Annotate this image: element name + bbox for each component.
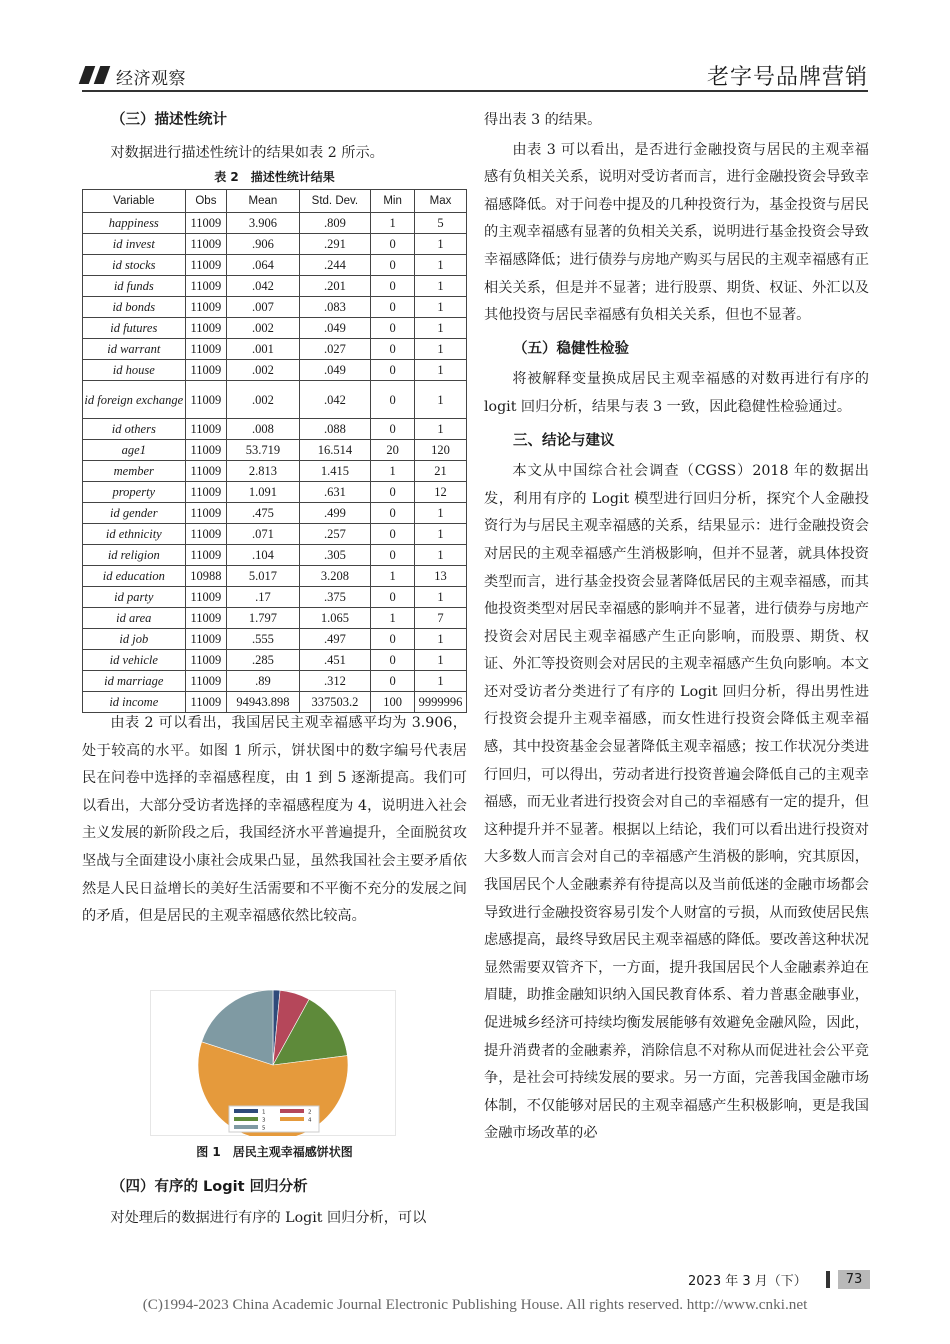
table-value-cell: .049: [299, 318, 371, 339]
table-value-cell: 0: [371, 650, 415, 671]
table-variable-cell: id marriage: [83, 671, 186, 692]
table-value-cell: 100: [371, 692, 415, 713]
table-value-cell: 13: [415, 566, 467, 587]
legend-swatch-3: [234, 1117, 258, 1121]
table-value-cell: 1: [371, 461, 415, 482]
table-row: [83, 440, 467, 461]
table-value-cell: 12: [415, 482, 467, 503]
table-value-cell: 0: [371, 524, 415, 545]
table-value-cell: .027: [299, 339, 371, 360]
table-row: [83, 545, 467, 566]
table-variable-cell: property: [83, 482, 186, 503]
table-value-cell: 11009: [185, 276, 227, 297]
table-value-cell: .285: [227, 650, 299, 671]
table-row: [83, 360, 467, 381]
table-row: [83, 381, 467, 419]
table-value-cell: 1.065: [299, 608, 371, 629]
table-value-cell: 11009: [185, 461, 227, 482]
table-row: [83, 524, 467, 545]
paragraph-table3-analysis: 由表 3 可以看出，是否进行金融投资与居民的主观幸福感有负相关关系，说明对受访者而言，进行金融投资会导致幸福感降低。对于问卷中提及的几种投资行为，基金投资与居民的主观幸福感有显著的负相关关系，说明进行基金投资会导致幸福感降低；进行债券与房地产购买与居民的主观幸福感有正相关关系，但是并不显著；进行股票、期货、权证、外汇以及其他投资与居民幸福感有负相关关系，但也不显著。: [484, 141, 869, 324]
legend-label-2: 2: [308, 1109, 312, 1116]
paragraph-conclusion: 本文从中国综合社会调查（CGSS）2018 年的数据出发，利用有序的 Logit 模型进行回归分析，探究个人金融投资行为与居民主观幸福感的关系，结果显示：进行金融投资会对居民的主观幸福感产生消极影响，但并不显著，就具体投资类型而言，进行基金投资会显著降低居民的主观幸福感，而其他投资类型对居民幸福感的影响并不显著，进行债券与房地产投资会对居民主观幸福感产生正向影响，而股票、期货、权证、外汇等投资则会对居民的主观幸福感产生负向影响。本文还对受访者分类进行了有序的 Logit 回归分析，得出男性进行投资会提升主观幸福感，而女性进行投资会降低主观幸福感，其中投资基金会显著降低主观幸福感；按工作状况分类进行回归，可以得出，劳动者进行投资普遍会降低自己的主观幸福感，而无业者进行投资会对自己的幸福感有一定的提升，但这种提升并不显著。根据以上结论，我们可以看出进行投资对大多数人而言会对自己的幸福感产生消极的影响，究其原因，我国居民个人金融素养有待提高以及当前低迷的金融市场都会导致进行金融投资容易引发个人财富的亏损，从而致使居民焦虑感提高，最终导致居民主观幸福感的降低。要改善这种状况显然需要双管齐下，一方面，提升我国居民个人金融素养迫在眉睫，助推金融知识纳入国民教育体系、着力普惠金融事业，促进城乡经济可持续均衡发展能够有效避免金融风险，因此，提升消费者的金融素养，消除信息不对称从而促进社会公平竞争，是社会可持续发展的要求。另一方面，完善我国金融市场体制，不仅能够对居民的主观幸福感产生积极影响，更是我国金融市场改革的必: [484, 463, 869, 1142]
table-value-cell: 10988: [185, 566, 227, 587]
table-value-cell: 1: [415, 503, 467, 524]
table-variable-cell: member: [83, 461, 186, 482]
table-value-cell: .007: [227, 297, 299, 318]
table-row: [83, 419, 467, 440]
legend-swatch-4: [280, 1117, 304, 1121]
table-value-cell: 7: [415, 608, 467, 629]
header-logo-mark: [79, 66, 96, 84]
table-value-cell: 1: [415, 234, 467, 255]
table-value-cell: .042: [227, 276, 299, 297]
table-value-cell: 1: [415, 297, 467, 318]
table-value-cell: .475: [227, 503, 299, 524]
table-value-cell: .312: [299, 671, 371, 692]
table-row: [83, 482, 467, 503]
table-value-cell: 1: [415, 276, 467, 297]
descriptive-stats-table: [82, 189, 467, 713]
table-value-cell: 11009: [185, 545, 227, 566]
table-value-cell: .499: [299, 503, 371, 524]
table-value-cell: 0: [371, 671, 415, 692]
table-header-cell: Mean: [227, 190, 299, 213]
table-header-cell: Min: [371, 190, 415, 213]
table-value-cell: 0: [371, 482, 415, 503]
table-value-cell: .001: [227, 339, 299, 360]
table-value-cell: 337503.2: [299, 692, 371, 713]
table-value-cell: 9999996: [415, 692, 467, 713]
table-row: [83, 276, 467, 297]
legend-swatch-1: [234, 1109, 258, 1113]
table-header-cell: Obs: [185, 190, 227, 213]
section-heading-4: （四）有序的 Logit 回归分析: [111, 1179, 308, 1195]
table-header-cell: Max: [415, 190, 467, 213]
table-value-cell: 1.797: [227, 608, 299, 629]
table-value-cell: 11009: [185, 381, 227, 419]
table-variable-cell: id bonds: [83, 297, 186, 318]
table-value-cell: 1: [415, 255, 467, 276]
issue-date: 2023 年 3 月（下）: [688, 1274, 807, 1289]
table-value-cell: .002: [227, 360, 299, 381]
table-value-cell: 11009: [185, 360, 227, 381]
table-row: [83, 234, 467, 255]
table-value-cell: 11009: [185, 213, 227, 234]
header-logo-mark-2: [94, 66, 111, 84]
table-variable-cell: id area: [83, 608, 186, 629]
table-header-cell: Variable: [83, 190, 186, 213]
table-value-cell: .088: [299, 419, 371, 440]
table-variable-cell: id vehicle: [83, 650, 186, 671]
table-value-cell: 11009: [185, 339, 227, 360]
right-column: [484, 107, 869, 1148]
legend-swatch-2: [280, 1109, 304, 1113]
table-value-cell: 3.906: [227, 213, 299, 234]
table-value-cell: 1: [415, 381, 467, 419]
table-value-cell: .049: [299, 360, 371, 381]
table-value-cell: 0: [371, 339, 415, 360]
table-value-cell: 11009: [185, 524, 227, 545]
paragraph-continued: 得出表 3 的结果。: [484, 112, 602, 128]
table-value-cell: 11009: [185, 234, 227, 255]
table-value-cell: 5.017: [227, 566, 299, 587]
left-column-mid: [82, 710, 467, 931]
table-row: [83, 671, 467, 692]
table-value-cell: 1.415: [299, 461, 371, 482]
footer-divider: [826, 1271, 830, 1288]
table-value-cell: 0: [371, 255, 415, 276]
table-variable-cell: id job: [83, 629, 186, 650]
table-value-cell: 1: [415, 650, 467, 671]
table-header-cell: Std. Dev.: [299, 190, 371, 213]
table-value-cell: 11009: [185, 650, 227, 671]
table-value-cell: 0: [371, 318, 415, 339]
cnki-copyright: (C)1994-2023 China Academic Journal Electronic Publishing House. All rights reserved. http://www.cnki.net: [142, 1296, 808, 1313]
table-value-cell: 94943.898: [227, 692, 299, 713]
table-value-cell: 11009: [185, 629, 227, 650]
table-row: [83, 650, 467, 671]
table-value-cell: 11009: [185, 671, 227, 692]
table-value-cell: 11009: [185, 608, 227, 629]
section-heading-5: （五）稳健性检验: [513, 340, 629, 357]
table-variable-cell: happiness: [83, 213, 186, 234]
happiness-pie-chart: [150, 990, 396, 1136]
table-value-cell: 0: [371, 234, 415, 255]
table-value-cell: 1: [415, 339, 467, 360]
table-value-cell: 16.514: [299, 440, 371, 461]
table-row: [83, 339, 467, 360]
table-value-cell: .244: [299, 255, 371, 276]
table-value-cell: .375: [299, 587, 371, 608]
table-value-cell: 0: [371, 360, 415, 381]
table-value-cell: .631: [299, 482, 371, 503]
legend-label-1: 1: [262, 1109, 266, 1116]
table-value-cell: .906: [227, 234, 299, 255]
paragraph-after-table: 由表 2 可以看出，我国居民主观幸福感平均为 3.906，处于较高的水平。如图 1 所示，饼状图中的数字编号代表居民在问卷中选择的幸福感程度，由 1 到 5 逐渐提高。我们可以看出，大部分受访者选择的幸福感程度为 4，说明进入社会主义发展的新阶段之后，我国经济水平普遍提升，全面脱贫攻坚战与全面建设小康社会成果凸显，虽然我国社会主要矛盾依然是人民日益增长的美好生活需要和不平衡不充分的发展之间的矛盾，但是居民的主观幸福感依然比较高。: [82, 715, 467, 925]
section-heading-3: （三）描述性统计: [111, 112, 227, 128]
legend-label-3: 3: [262, 1117, 266, 1124]
table-value-cell: .17: [227, 587, 299, 608]
table-row: [83, 608, 467, 629]
table-value-cell: .451: [299, 650, 371, 671]
left-column-top: [82, 107, 467, 167]
table-value-cell: 1: [415, 587, 467, 608]
table-variable-cell: age1: [83, 440, 186, 461]
table-value-cell: .002: [227, 381, 299, 419]
table-row: [83, 461, 467, 482]
legend-label-5: 5: [262, 1125, 266, 1132]
table-value-cell: 21: [415, 461, 467, 482]
table-value-cell: 0: [371, 629, 415, 650]
table-value-cell: .809: [299, 213, 371, 234]
table-value-cell: 11009: [185, 318, 227, 339]
table-value-cell: .201: [299, 276, 371, 297]
journal-section-title: 经济观察: [116, 69, 186, 89]
table-value-cell: .305: [299, 545, 371, 566]
table-value-cell: 1: [415, 629, 467, 650]
article-topic-title: 老字号品牌营销: [706, 65, 868, 90]
table-row: [83, 213, 467, 234]
table-value-cell: 53.719: [227, 440, 299, 461]
table-value-cell: 0: [371, 503, 415, 524]
table-header-row: [83, 190, 467, 213]
table-variable-cell: id futures: [83, 318, 186, 339]
table-row: [83, 255, 467, 276]
table-variable-cell: id funds: [83, 276, 186, 297]
table-value-cell: 11009: [185, 587, 227, 608]
table-value-cell: 1: [415, 419, 467, 440]
table-caption: 表 2 描述性统计结果: [214, 170, 335, 184]
table-row: [83, 587, 467, 608]
page-number: 73: [838, 1270, 870, 1289]
table-value-cell: 0: [371, 587, 415, 608]
table-variable-cell: id gender: [83, 503, 186, 524]
legend-swatch-5: [234, 1125, 258, 1129]
table-value-cell: 3.208: [299, 566, 371, 587]
paragraph-robustness: 将被解释变量换成居民主观幸福感的对数再进行有序的 logit 回归分析，结果与表 3 一致，因此稳健性检验通过。: [484, 371, 869, 415]
table-value-cell: .071: [227, 524, 299, 545]
table-value-cell: .042: [299, 381, 371, 419]
table-value-cell: 11009: [185, 440, 227, 461]
table-value-cell: 11009: [185, 255, 227, 276]
table-value-cell: 11009: [185, 419, 227, 440]
table-value-cell: 1: [415, 360, 467, 381]
table-value-cell: 11009: [185, 482, 227, 503]
table-value-cell: .555: [227, 629, 299, 650]
table-value-cell: 11009: [185, 297, 227, 318]
figure-caption: 图 1 居民主观幸福感饼状图: [196, 1145, 353, 1159]
table-row: [83, 297, 467, 318]
table-value-cell: 1: [371, 566, 415, 587]
table-variable-cell: id warrant: [83, 339, 186, 360]
table-value-cell: 0: [371, 381, 415, 419]
left-column-bottom: [82, 1174, 467, 1232]
table-value-cell: .497: [299, 629, 371, 650]
header-rule: [82, 90, 868, 92]
table-value-cell: 0: [371, 297, 415, 318]
table-value-cell: 0: [371, 276, 415, 297]
table-row: [83, 318, 467, 339]
table-value-cell: 1: [371, 608, 415, 629]
table-variable-cell: id foreign exchange: [83, 381, 186, 419]
table-value-cell: .083: [299, 297, 371, 318]
table-value-cell: .89: [227, 671, 299, 692]
table-value-cell: 20: [371, 440, 415, 461]
table-value-cell: .008: [227, 419, 299, 440]
table-value-cell: 1: [415, 545, 467, 566]
legend-label-4: 4: [308, 1117, 312, 1124]
table-variable-cell: id education: [83, 566, 186, 587]
table-value-cell: 5: [415, 213, 467, 234]
table-value-cell: 1: [415, 671, 467, 692]
table-variable-cell: id religion: [83, 545, 186, 566]
table-variable-cell: id invest: [83, 234, 186, 255]
table-value-cell: 0: [371, 545, 415, 566]
table-value-cell: .257: [299, 524, 371, 545]
table-variable-cell: id stocks: [83, 255, 186, 276]
table-variable-cell: id ethnicity: [83, 524, 186, 545]
table-value-cell: .291: [299, 234, 371, 255]
table-value-cell: .064: [227, 255, 299, 276]
table-variable-cell: id house: [83, 360, 186, 381]
paragraph-logit-intro: 对处理后的数据进行有序的 Logit 回归分析，可以: [110, 1209, 427, 1226]
section-heading-conclusion: 三、结论与建议: [513, 432, 615, 449]
table-value-cell: 1: [371, 213, 415, 234]
table-row: [83, 503, 467, 524]
table-row: [83, 566, 467, 587]
table-value-cell: 1: [415, 318, 467, 339]
table-body: [83, 213, 467, 713]
table-variable-cell: id party: [83, 587, 186, 608]
table-value-cell: 1: [415, 524, 467, 545]
table-value-cell: 120: [415, 440, 467, 461]
table-value-cell: .002: [227, 318, 299, 339]
table-row: [83, 629, 467, 650]
table-value-cell: 0: [371, 419, 415, 440]
table-intro: 对数据进行描述性统计的结果如表 2 所示。: [110, 144, 384, 161]
table-variable-cell: id income: [83, 692, 186, 713]
table-variable-cell: id others: [83, 419, 186, 440]
table-value-cell: 11009: [185, 692, 227, 713]
table-value-cell: 2.813: [227, 461, 299, 482]
table-value-cell: 11009: [185, 503, 227, 524]
table-value-cell: 1.091: [227, 482, 299, 503]
table-value-cell: .104: [227, 545, 299, 566]
